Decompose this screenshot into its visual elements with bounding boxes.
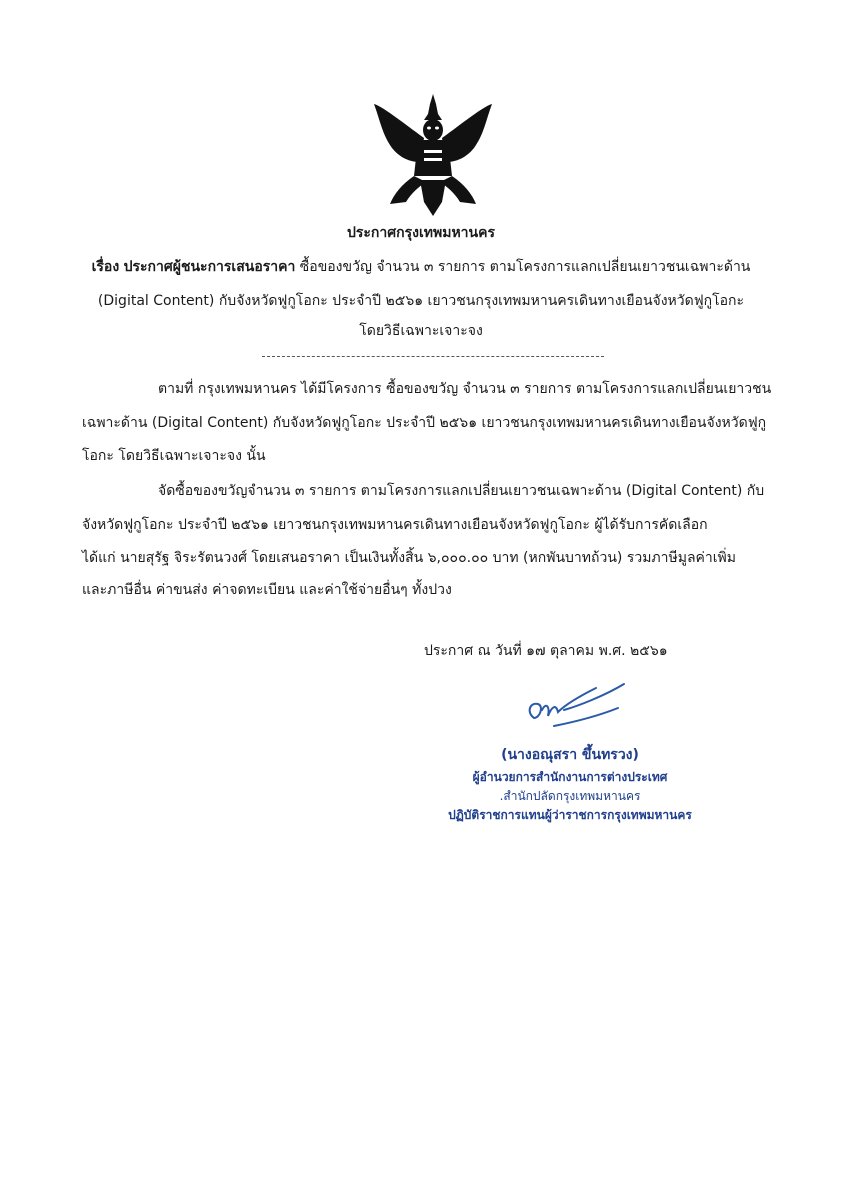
garuda-emblem-icon <box>372 92 494 220</box>
paragraph-2-line: จัดซื้อของขวัญจำนวน ๓ รายการ ตามโครงการแลกเปลี่ยนเยาวชนเฉพาะด้าน (Digital Content) กับ <box>158 483 765 499</box>
handwritten-signature <box>514 676 634 736</box>
subject-line-2: (Digital Content) กับจังหวัดฟูกูโอกะ ประจำปี ๒๕๖๑ เยาวชนกรุงเทพมหานครเดินทางเยือนจังหวัดฟูกูโอกะ <box>97 293 745 309</box>
dashed-divider <box>262 356 604 357</box>
subject-line-1 <box>0 256 842 278</box>
signatory-name: (นางอณุสรา ขึ้นทรวง) <box>501 747 639 763</box>
paragraph-1-line: ตามที่ กรุงเทพมหานคร ได้มีโครงการ ซื้อของขวัญ จำนวน ๓ รายการ ตามโครงการแลกเปลี่ยนเยาวชน <box>158 381 772 397</box>
signatory-title: ผู้อำนวยการสำนักงานการต่างประเทศ <box>472 770 668 784</box>
document-organization: ประกาศกรุงเทพมหานคร <box>347 225 495 241</box>
signatory-office: .สำนักปลัดกรุงเทพมหานคร <box>499 789 641 803</box>
signatory-acting-for: ปฏิบัติราชการแทนผู้ว่าราชการกรุงเทพมหานคร <box>448 808 692 822</box>
paragraph-1-line: เฉพาะด้าน (Digital Content) กับจังหวัดฟูกูโอกะ ประจำปี ๒๕๖๑ เยาวชนกรุงเทพมหานครเดินทางเยือนจังหวัดฟูกู <box>82 415 767 431</box>
paragraph-2-line: ได้แก่ นายสุรัฐ จิระรัตนวงศ์ โดยเสนอราคา เป็นเงินทั้งสิ้น ๖,๐๐๐.๐๐ บาท (หกพันบาทถ้วน) รวมภาษีมูลค่าเพิ่ม <box>82 550 737 566</box>
paragraph-1-line: โอกะ โดยวิธีเฉพาะเจาะจง นั้น <box>82 448 266 464</box>
subject-line-3: โดยวิธีเฉพาะเจาะจง <box>359 323 483 339</box>
paragraph-2-line: และภาษีอื่น ค่าขนส่ง ค่าจดทะเบียน และค่าใช้จ่ายอื่นๆ ทั้งปวง <box>82 582 452 598</box>
announcement-date: ประกาศ ณ วันที่ ๑๗ ตุลาคม พ.ศ. ๒๕๖๑ <box>424 643 668 659</box>
paragraph-2-line: จังหวัดฟูกูโอกะ ประจำปี ๒๕๖๑ เยาวชนกรุงเทพมหานครเดินทางเยือนจังหวัดฟูกูโอกะ ผู้ได้รับการคัดเลือก <box>82 517 708 533</box>
subject-title: ประกาศผู้ชนะการเสนอราคา <box>123 259 296 275</box>
subject-detail: ซื้อของขวัญ จำนวน ๓ รายการ ตามโครงการแลกเปลี่ยนเยาวชนเฉพาะด้าน <box>299 259 751 275</box>
subject-label: เรื่อง <box>91 259 120 275</box>
